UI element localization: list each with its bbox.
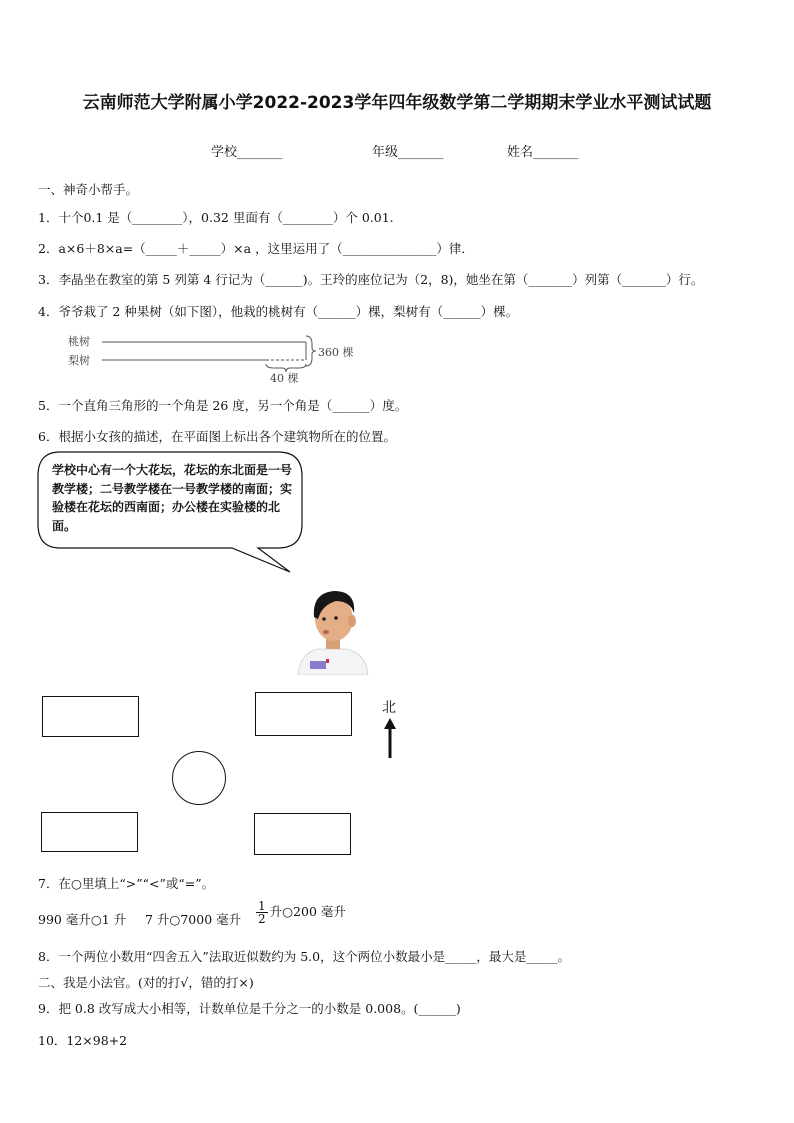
- question-7a: 990 毫升○1 升: [38, 912, 127, 927]
- question-1: 1．十个0.1 是（________），0.32 里面有（________）个 0.01.: [38, 210, 394, 225]
- question-9: 9．把 0.8 改写成大小相等，计数单位是千分之一的小数是 0.008。(______): [38, 1001, 461, 1016]
- total-label: 360 棵: [318, 346, 354, 359]
- map-box-southeast: [254, 813, 351, 855]
- page-title: 云南师范大学附属小学2022-2023学年四年级数学第二学期期末学业水平测试试题: [82, 93, 712, 113]
- map-box-southwest: [41, 812, 138, 852]
- map-box-northeast: [255, 692, 352, 736]
- flower-bed-circle: [172, 751, 226, 805]
- fraction-half: [256, 900, 268, 925]
- peach-label: 桃树: [68, 335, 90, 348]
- fraction-numerator: 1: [258, 899, 266, 913]
- tree-diagram: [60, 328, 380, 384]
- question-6: 6．根据小女孩的描述，在平面图上标出各个建筑物所在的位置。: [38, 429, 396, 444]
- school-field: 学校_______: [211, 145, 283, 160]
- question-3: 3．李晶坐在教室的第 5 列第 4 行记为（______)。王玲的座位记为（2，8)，她坐在第（_______）列第（_______）行。: [38, 272, 704, 287]
- name-field: 姓名_______: [507, 145, 579, 160]
- section-heading-2: 二、我是小法官。(对的打√，错的打×): [38, 975, 254, 990]
- diff-label: 40 棵: [270, 372, 299, 385]
- question-7: 7．在○里填上“>”“<”或“=”。: [38, 876, 215, 891]
- question-7c-rest: 升○200 毫升: [269, 904, 346, 919]
- total-brace: [306, 336, 316, 366]
- question-8: 8．一个两位小数用“四舍五入”法取近似数约为 5.0，这个两位小数最小是_____，最大是_____。: [38, 949, 571, 964]
- question-7b: 7 升○7000 毫升: [145, 912, 242, 927]
- fraction-denominator: 2: [258, 912, 266, 926]
- section-heading-1: 一、神奇小帮手。: [38, 182, 139, 197]
- pear-label: 梨树: [68, 354, 90, 367]
- question-4: 4．爷爷栽了 2 种果树（如下图），他栽的桃树有（______）棵，梨树有（______）棵。: [38, 304, 519, 319]
- north-arrow-icon: [382, 718, 398, 760]
- speech-text: 学校中心有一个大花坛，花坛的东北面是一号教学楼；二号教学楼在一号教学楼的南面；实验楼在花坛的西南面；办公楼在实验楼的北面。: [52, 463, 293, 533]
- question-7c: [254, 900, 346, 925]
- question-10: 10．12×98+2: [38, 1033, 128, 1048]
- map-box-northwest: [42, 696, 139, 737]
- grade-field: 年级_______: [372, 145, 444, 160]
- north-label: 北: [382, 700, 396, 716]
- question-5: 5．一个直角三角形的一个角是 26 度，另一个角是（______）度。: [38, 398, 408, 413]
- boy-illustration: [292, 583, 372, 675]
- question-2: 2．a×6＋8×a=（_____＋_____）×a ，这里运用了（_______________）律．: [38, 241, 474, 256]
